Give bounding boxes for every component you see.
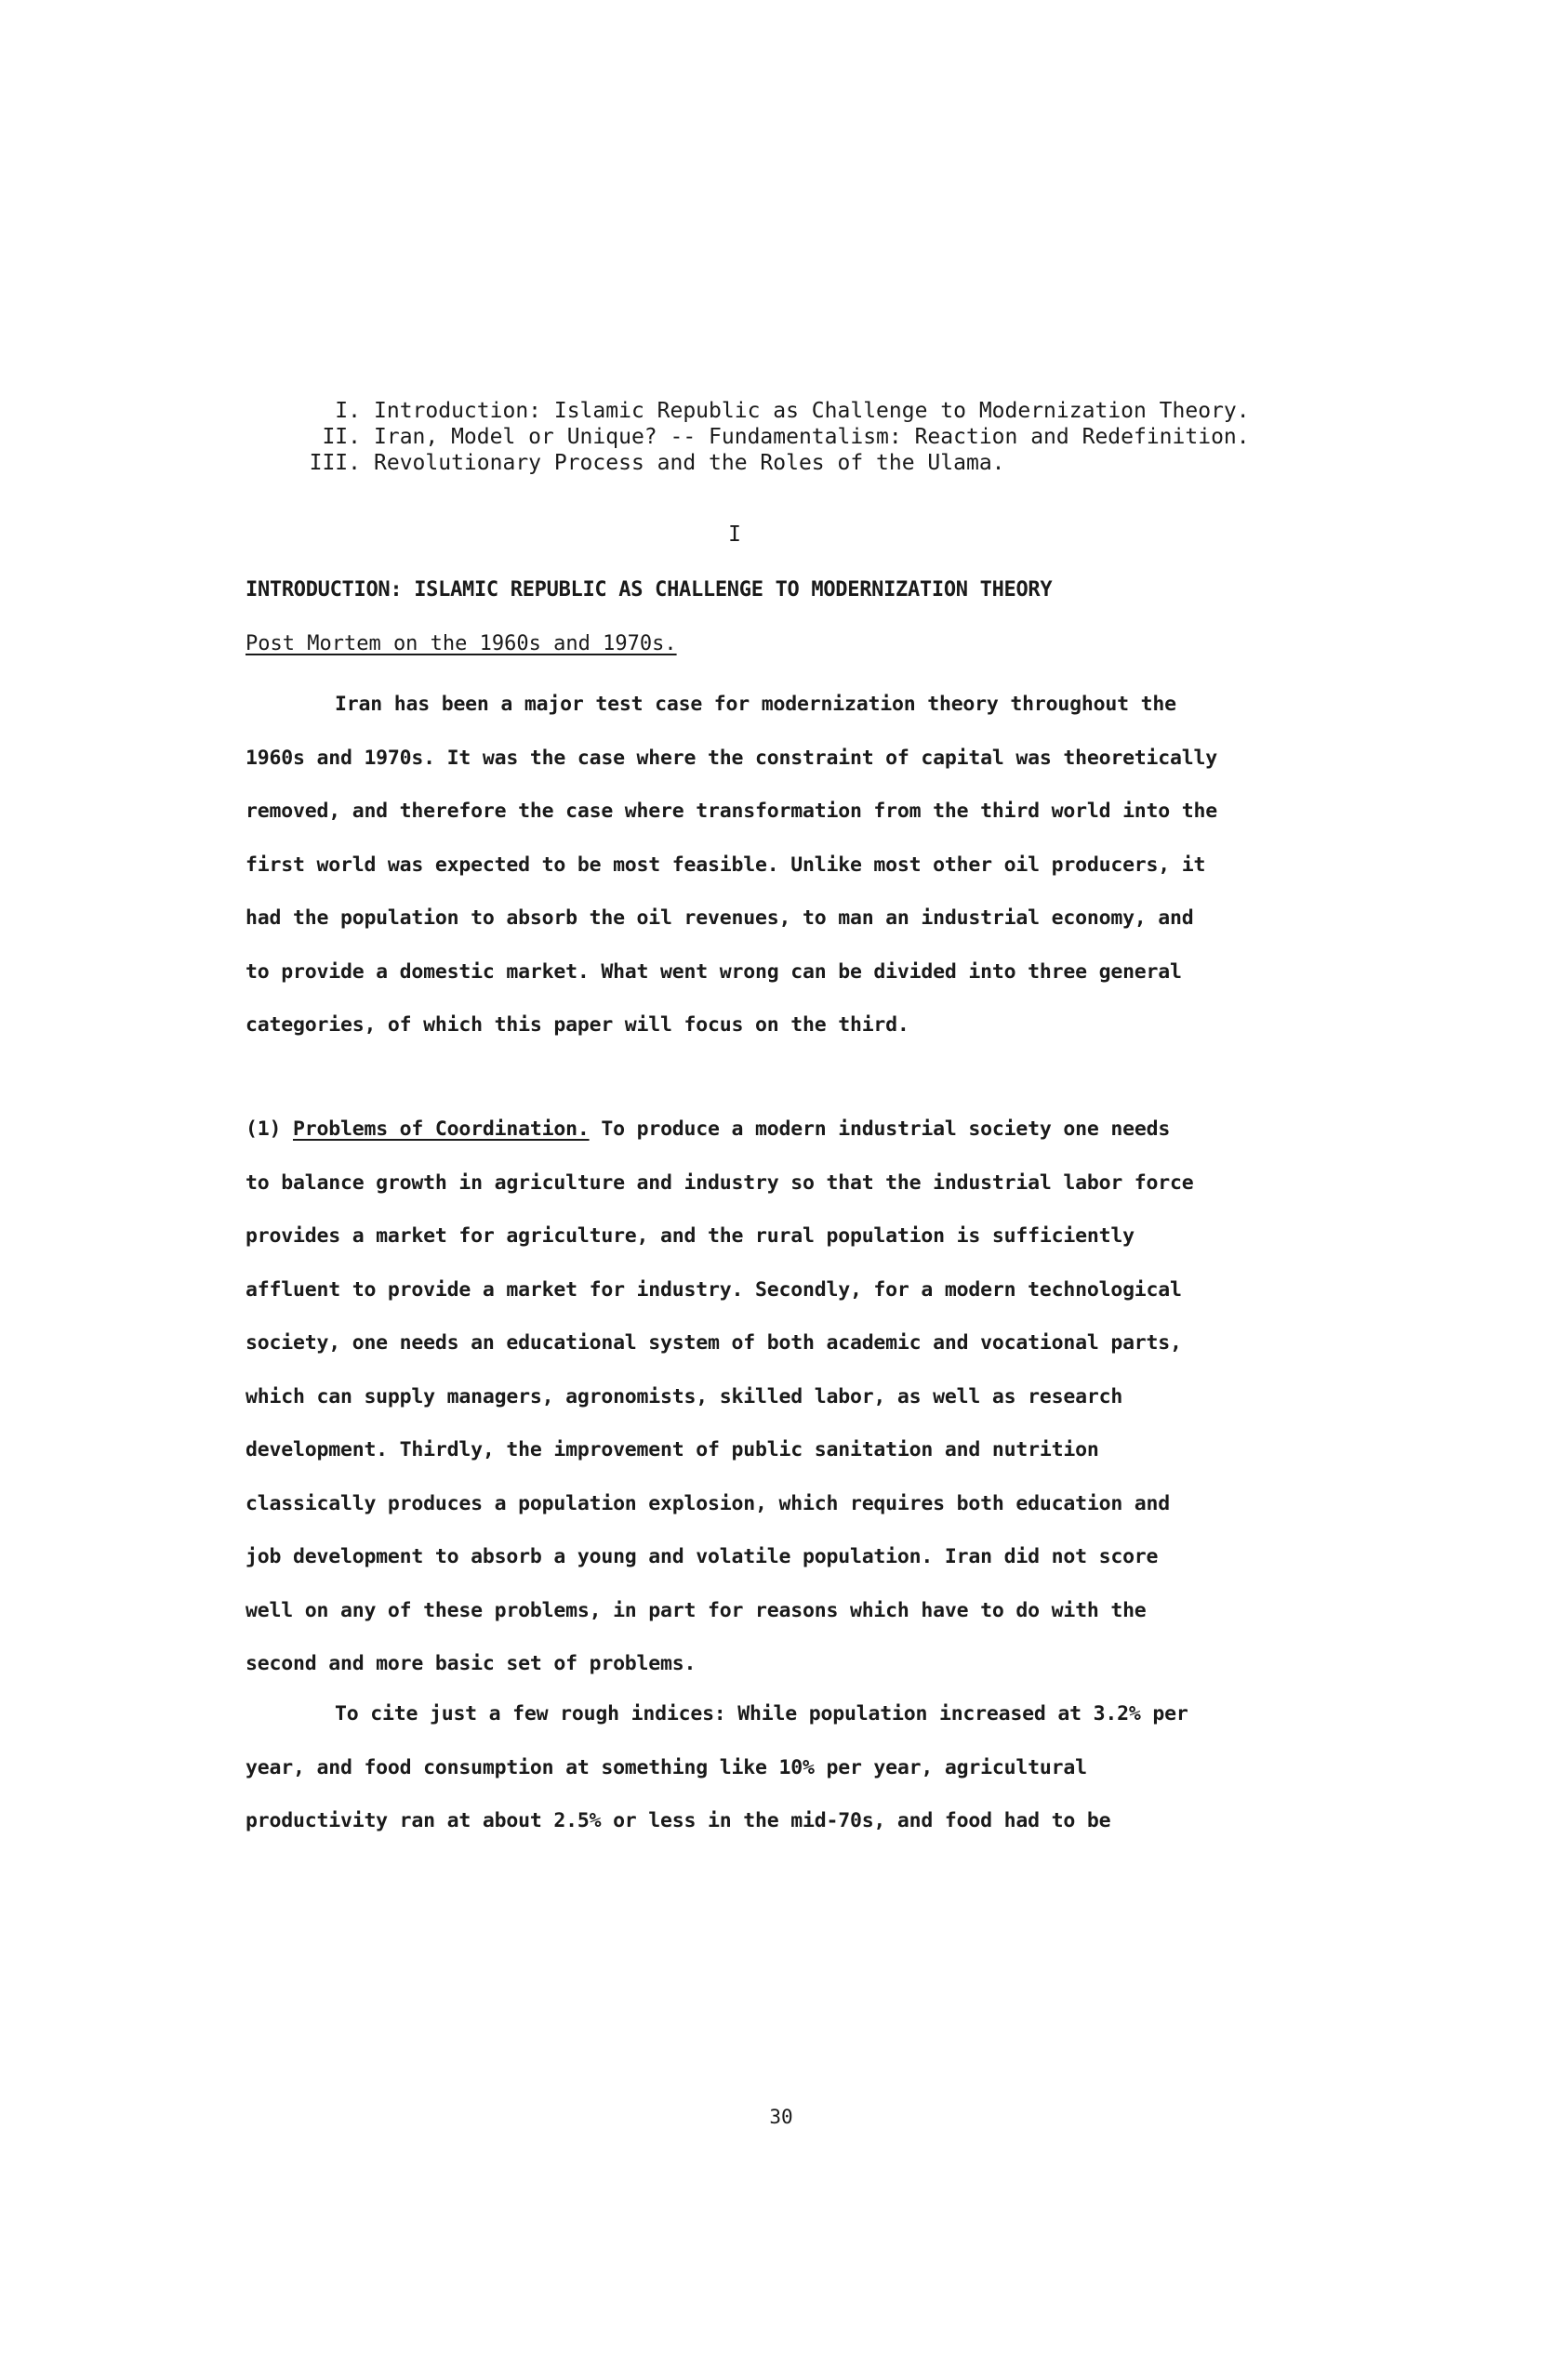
- section-heading: INTRODUCTION: ISLAMIC REPUBLIC AS CHALLENGE TO MODERNIZATION THEORY: [246, 578, 1053, 602]
- text-line: well on any of these problems, in part for reasons which have to do with the: [246, 1598, 1147, 1622]
- text-line: 1960s and 1970s. It was the case where the constraint of capital was theoretically: [246, 746, 1218, 770]
- text-line: year, and food consumption at something like 10% per year, agricultural: [246, 1755, 1087, 1779]
- text-line: productivity ran at about 2.5% or less in the mid-70s, and food had to be: [246, 1809, 1111, 1832]
- outline-item: [296, 424, 1250, 450]
- outline-item: [296, 398, 1250, 424]
- outline-item: [296, 450, 1250, 476]
- subheading: Post Mortem on the 1960s and 1970s.: [246, 632, 677, 655]
- text-line: [246, 1103, 1194, 1157]
- outline-text: Introduction: Islamic Republic as Challenge to Modernization Theory.: [374, 399, 1250, 423]
- item-title: Problems of Coordination.: [292, 1117, 590, 1141]
- text-line: To cite just a few rough indices: While population increased at 3.2% per: [335, 1702, 1188, 1726]
- section-numeral: I: [728, 522, 741, 547]
- text-line: had the population to absorb the oil revenues, to man an industrial economy, and: [246, 906, 1194, 930]
- outline-number: II.: [322, 425, 361, 449]
- table-of-contents: [296, 398, 1250, 476]
- text-line: which can supply managers, agronomists, skilled labor, as well as research: [246, 1384, 1123, 1408]
- text-line: provides a market for agriculture, and the rural population is sufficiently: [246, 1224, 1135, 1248]
- outline-number: III.: [309, 451, 361, 475]
- outline-text: Revolutionary Process and the Roles of the Ulama.: [374, 451, 1005, 475]
- text-line: removed, and therefore the case where transformation from the third world into the: [246, 800, 1218, 823]
- text-line: second and more basic set of problems.: [246, 1652, 697, 1675]
- text-line: affluent to provide a market for industry. Secondly, for a modern technological: [246, 1277, 1182, 1302]
- text-line: job development to absorb a young and volatile population. Iran did not score: [246, 1545, 1159, 1568]
- item-first-line: To produce a modern industrial society one needs: [601, 1117, 1171, 1141]
- paragraph-coordination: [246, 1103, 1194, 1691]
- text-line: first world was expected to be most feasible. Unlike most other oil producers, it: [246, 853, 1206, 877]
- text-line: to provide a domestic market. What went wrong can be divided into three general: [246, 959, 1182, 984]
- text-line: categories, of which this paper will focus on the third.: [246, 1013, 909, 1037]
- item-label: (1): [246, 1117, 282, 1141]
- paragraph-indices: [246, 1687, 1188, 1848]
- outline-text: Iran, Model or Unique? -- Fundamentalism: Reaction and Redefinition.: [374, 425, 1250, 449]
- text-line: to balance growth in agriculture and industry so that the industrial labor force: [246, 1170, 1194, 1195]
- text-line: classically produces a population explosion, which requires both education and: [246, 1491, 1171, 1515]
- text-line: Iran has been a major test case for modernization theory throughout the: [335, 693, 1176, 716]
- outline-number: I.: [335, 399, 361, 423]
- page-number: 30: [769, 2106, 793, 2128]
- text-line: society, one needs an educational system of both academic and vocational parts,: [246, 1331, 1182, 1355]
- text-line: development. Thirdly, the improvement of public sanitation and nutrition: [246, 1438, 1099, 1461]
- paragraph-intro: [246, 678, 1217, 1052]
